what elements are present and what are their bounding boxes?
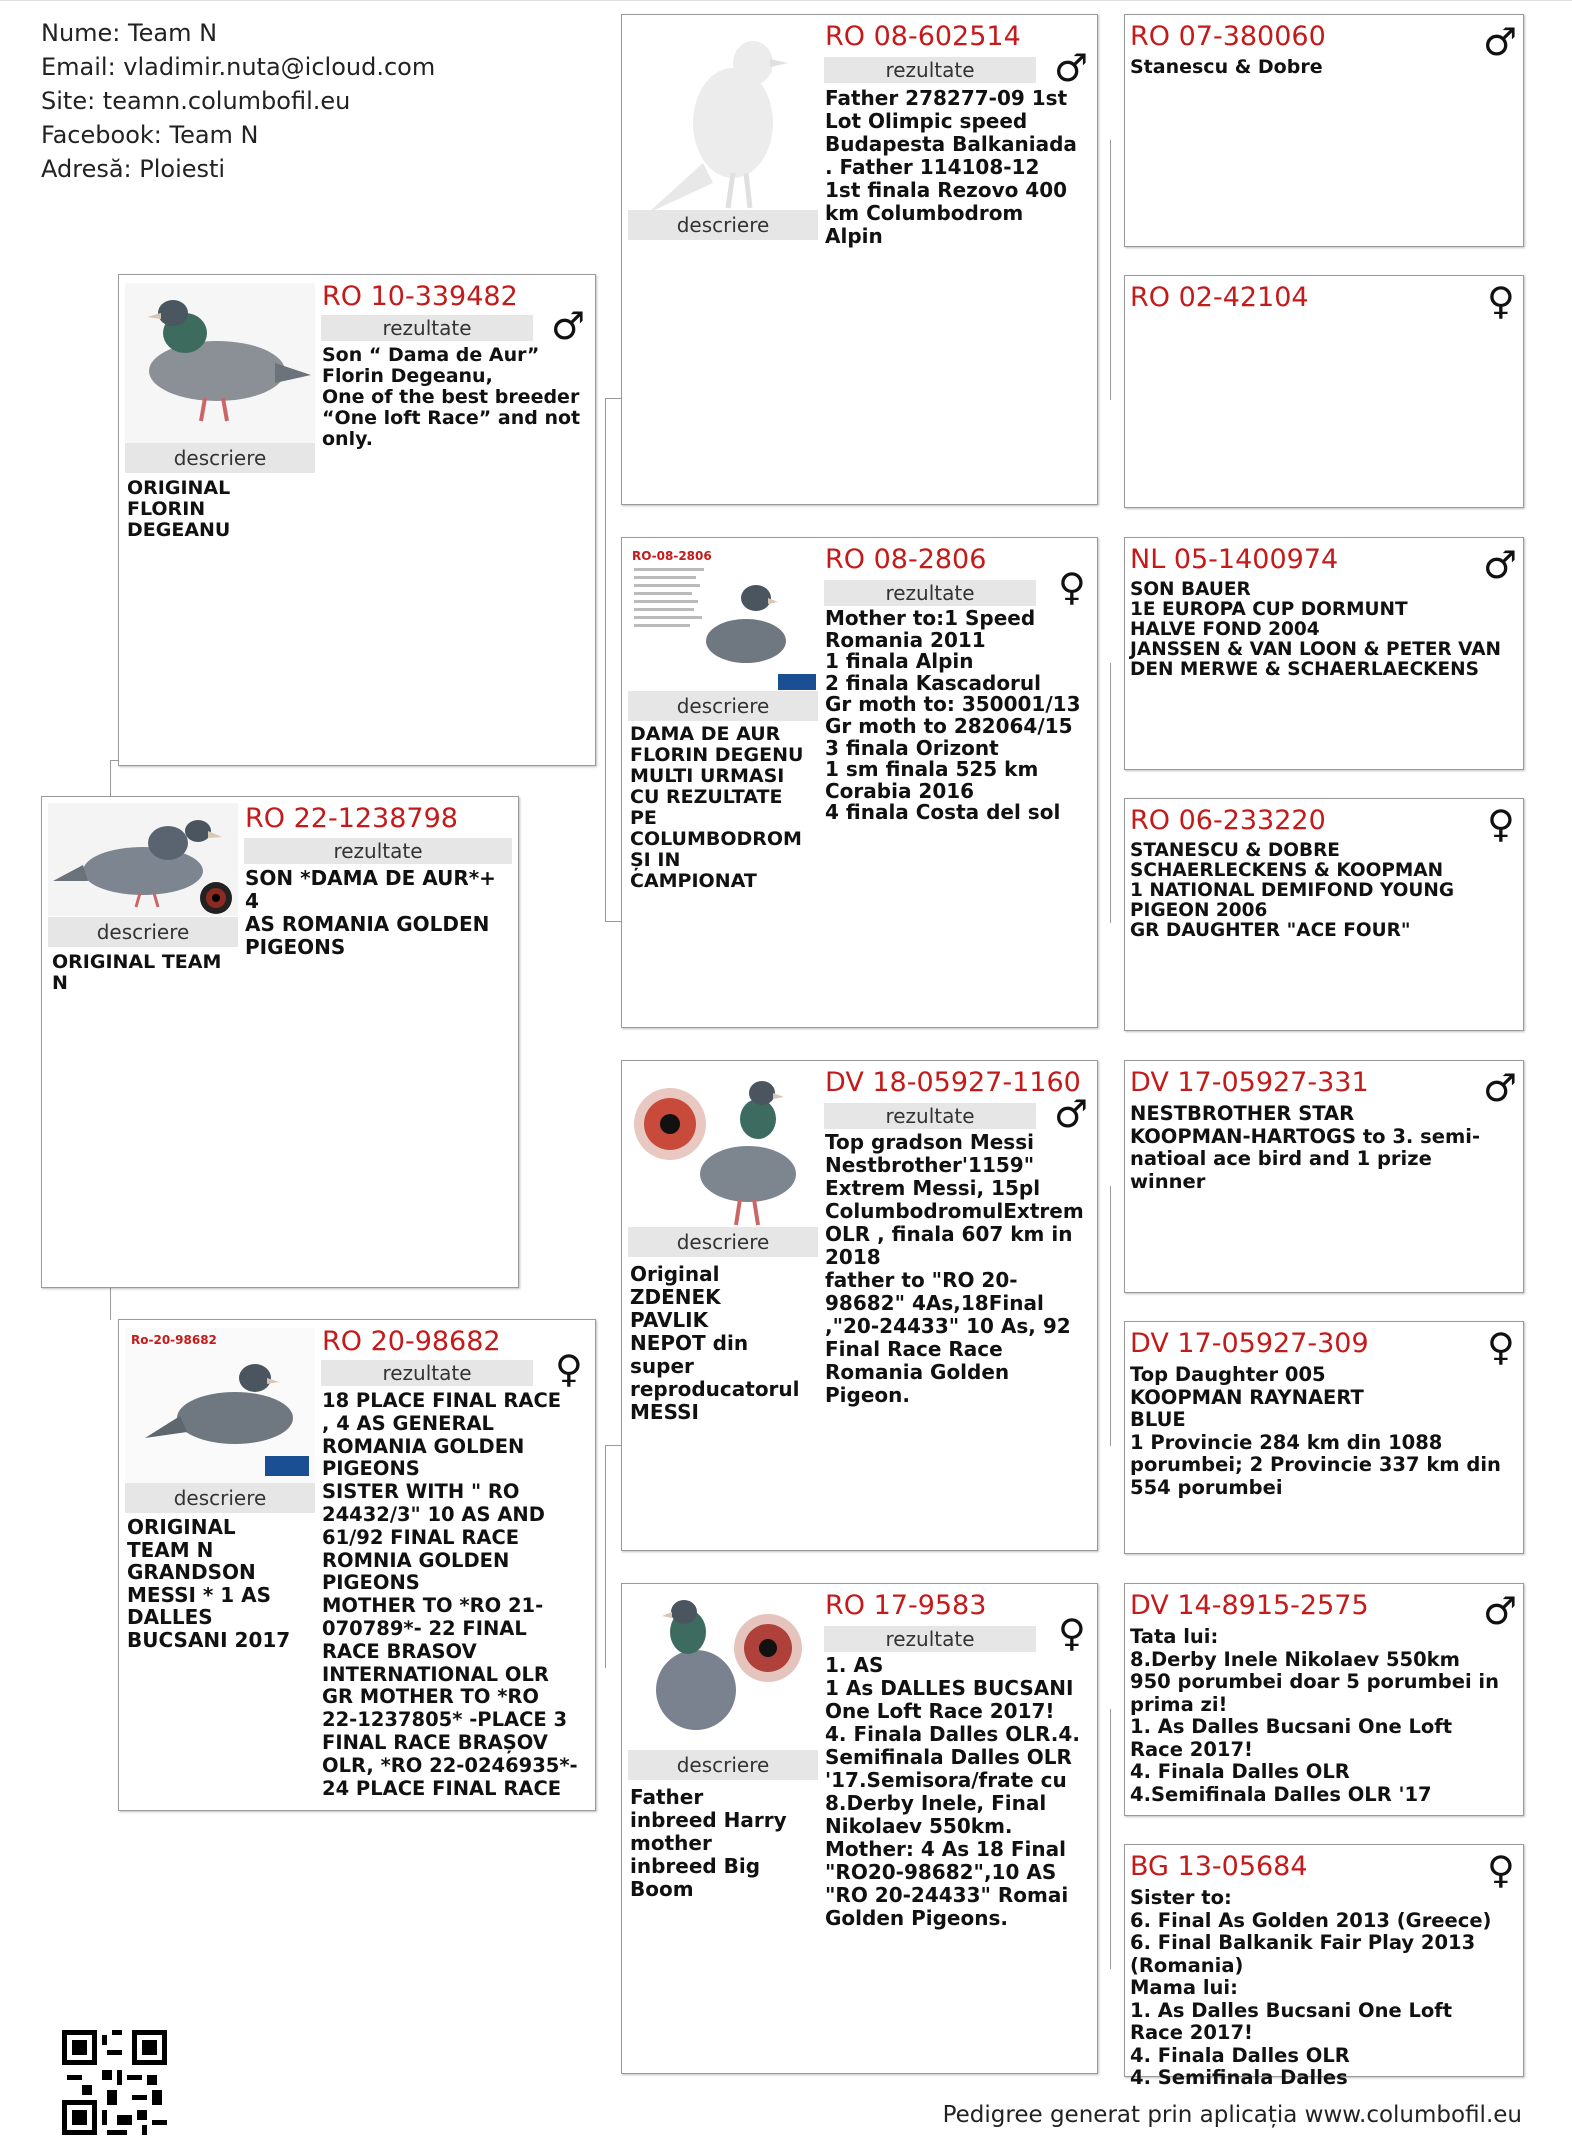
sds-description: SON BAUER 1E EUROPA CUP DORMUNT HALVE FOND 2004 JANSSEN & VAN LOON & PETER VAN DEN MERWE & SCHAERLAECKENS [1130,579,1502,680]
sdd-description: STANESCU & DOBRE SCHAERLECKENS & KOOPMAN 1 NATIONAL DEMIFOND YOUNG PIGEON 2006 GR DAUGHTER "ACE FOUR" [1130,840,1455,941]
connector-ss [1110,140,1111,400]
ddd-ring-number[interactable]: BG 13-05684 [1130,1851,1308,1882]
male-icon: ♂ [1054,46,1089,90]
sds-ring-number[interactable]: NL 05-1400974 [1130,544,1339,575]
dam-description-button[interactable]: descriere [125,1483,315,1513]
sd-results-button[interactable]: rezultate [824,580,1036,606]
qr-code [62,2030,167,2135]
owner-email[interactable]: Email: vladimir.nuta@icloud.com [41,53,436,81]
dsd-ring-number[interactable]: DV 17-05927-309 [1130,1328,1369,1359]
ds-description-button[interactable]: descriere [628,1227,818,1257]
sire-description: Son “ Dama de Aur” Florin Degeanu, One of the best breeder “One loft Race” and not only. [322,344,581,450]
connector-dam-top [605,1445,621,1446]
female-icon: ♀ [555,1347,583,1391]
female-icon: ♀ [1058,1611,1086,1655]
owner-facebook[interactable]: Facebook: Team N [41,121,259,149]
male-icon: ♂ [551,304,586,348]
sss-card[interactable] [1124,14,1524,247]
female-icon: ♀ [1487,1848,1515,1892]
connector-dam [605,1445,606,1668]
dd-photo[interactable] [628,1592,818,1760]
ss-photo[interactable] [628,23,818,213]
sire-left-notes: ORIGINAL FLORIN DEGEANU [127,477,231,541]
owner-name: Nume: Team N [41,19,218,47]
ss-description-button[interactable]: descriere [628,210,818,240]
ds-results-button[interactable]: rezultate [824,1103,1036,1129]
sire-ring-number[interactable]: RO 10-339482 [322,281,518,312]
dam-card[interactable] [118,1319,596,1811]
footer-text[interactable]: Pedigree generat prin aplicația www.columbofil.eu [942,2102,1522,2128]
ds-left-notes: Original ZDENEK PAVLIK NEPOT din super reproducatorul MESSI [630,1262,800,1424]
connector-sire-bottom [605,921,621,922]
sd-photo-tag: RO-08-2806 [632,549,712,563]
top-divider [0,0,1572,1]
subject-photo[interactable] [48,803,238,916]
dd-results-button[interactable]: rezultate [824,1626,1036,1652]
dsd-description: Top Daughter 005 KOOPMAN RAYNAERT BLUE 1 Provincie 284 km din 1088 porumbei; 2 Provincie 337 km din 554 porumbei [1130,1363,1501,1499]
ssd-card[interactable] [1124,275,1524,508]
dd-description-button[interactable]: descriere [628,1750,818,1780]
sd-left-notes: DAMA DE AUR FLORIN DEGENU MULTI URMASI CU REZULTATE PE COLUMBODROM ȘI IN CAMPIONAT [630,723,804,892]
subject-ring-number[interactable]: RO 22-1238798 [245,803,458,834]
sdd-card[interactable] [1124,798,1524,1031]
sd-description-button[interactable]: descriere [628,691,818,721]
dss-description: NESTBROTHER STAR KOOPMAN-HARTOGS to 3. semi- natioal ace bird and 1 prize winner [1130,1102,1481,1193]
male-icon: ♂ [1054,1092,1089,1136]
dsd-card[interactable] [1124,1321,1524,1554]
ds-description: Top gradson Messi Nestbrother'1159" Extrem Messi, 15pl ColumbodromulExtrem OLR , finala 607 km in 2018 father to "RO 20- 98682" 4As,18Final ,"20-24433" 10 As, 92 Final Race Race Romania Golden Pigeon. [825,1130,1084,1407]
connector-ds [1110,1186,1111,1446]
dd-card[interactable] [621,1583,1098,2074]
ss-results-button[interactable]: rezultate [824,57,1036,83]
sire-card[interactable] [118,274,596,766]
dam-left-notes: ORIGINAL TEAM N GRANDSON MESSI * 1 AS DALLES BUCSANI 2017 [127,1515,291,1652]
ss-card[interactable] [621,14,1098,505]
dam-photo[interactable] [125,1328,315,1483]
dd-description: 1. AS 1 As DALLES BUCSANI One Loft Race 2017! 4. Finala Dalles OLR.4. Semifinala Dalles OLR '17.Semisora/frate cu 8.Derby Inele, Final Nikolaev 550km. Mother: 4 As 18 Final "RO20-98682",10 AS "RO 20-24433" Romai Golden Pigeons. [825,1653,1080,1930]
ss-description: Father 278277-09 1st Lot Olimpic speed Budapesta Balkaniada . Father 114108-12 1st finala Rezovo 400 km Columbodrom Alpin [825,86,1077,248]
connector-subject-sire [110,760,118,761]
sds-card[interactable] [1124,537,1524,770]
sire-results-button[interactable]: rezultate [321,315,533,341]
ds-card[interactable] [621,1060,1098,1551]
ss-ring-number[interactable]: RO 08-602514 [825,21,1021,52]
connector-sire [605,398,606,921]
female-icon: ♀ [1487,802,1515,846]
ddd-description: Sister to: 6. Final As Golden 2013 (Greece) 6. Final Balkanik Fair Play 2013 (Romania) Mama lui: 1. As Dalles Bucsani One Loft Race 2017! 4. Finala Dalles OLR 4. Semifinala Dalles [1130,1886,1492,2089]
connector-sd [1110,663,1111,923]
dds-description: Tata lui: 8.Derby Inele Nikolaev 550km 950 porumbei doar 5 porumbei in prima zi! 1. As Dalles Bucsani One Loft Race 2017! 4. Finala Dalles OLR 4.Semifinala Dalles OLR '17 [1130,1625,1499,1806]
dss-card[interactable] [1124,1060,1524,1293]
connector-sire-top [605,398,621,399]
dd-ring-number[interactable]: RO 17-9583 [825,1590,987,1621]
ds-photo[interactable] [628,1069,818,1237]
male-icon: ♂ [1483,1066,1518,1110]
ddd-card[interactable] [1124,1844,1524,2089]
subject-description-button[interactable]: descriere [48,917,238,947]
sire-description-button[interactable]: descriere [125,443,315,473]
dds-ring-number[interactable]: DV 14-8915-2575 [1130,1590,1369,1621]
male-icon: ♂ [1483,1589,1518,1633]
female-icon: ♀ [1487,279,1515,323]
female-icon: ♀ [1058,565,1086,609]
ssd-ring-number[interactable]: RO 02-42104 [1130,282,1309,313]
sd-card[interactable] [621,537,1098,1028]
male-icon: ♂ [1483,543,1518,587]
sire-photo[interactable] [125,283,315,443]
subject-description: SON *DAMA DE AUR*+ 4 AS ROMANIA GOLDEN PIGEONS [245,866,496,959]
owner-site[interactable]: Site: teamn.columbofil.eu [41,87,351,115]
subject-card[interactable] [41,796,519,1288]
sdd-ring-number[interactable]: RO 06-233220 [1130,805,1326,836]
dam-ring-number[interactable]: RO 20-98682 [322,1326,501,1357]
dam-photo-tag: Ro-20-98682 [131,1333,217,1347]
dam-description: 18 PLACE FINAL RACE , 4 AS GENERAL ROMANIA GOLDEN PIGEONS SISTER WITH " RO 24432/3" 10 AS AND 61/92 FINAL RACE ROMNIA GOLDEN PIGEONS MOTHER TO *RO 21- 070789*- 22 FINAL RACE BRASOV INTERNATIONAL OLR GR MOTHER TO *RO 22-1237805* -PLACE 3 FINAL RACE BRAȘOV OLR, *RO 22-0246935*- 24 PLACE FINAL RACE [322,1389,578,1800]
sss-ring-number[interactable]: RO 07-380060 [1130,21,1326,52]
subject-results-button[interactable]: rezultate [244,838,512,864]
ds-ring-number[interactable]: DV 18-05927-1160 [825,1067,1081,1098]
owner-info [41,16,435,186]
dam-results-button[interactable]: rezultate [321,1360,533,1386]
dds-card[interactable] [1124,1583,1524,1816]
sd-description: Mother to:1 Speed Romania 2011 1 finala Alpin 2 finala Kascadorul Gr moth to: 350001/13 Gr moth to 282064/15 3 finala Orizont 1 sm finala 525 km Corabia 2016 4 finala Costa del sol [825,606,1081,825]
sd-photo[interactable] [628,546,818,694]
dd-left-notes: Father inbreed Harry mother inbreed Big Boom [630,1785,787,1901]
female-icon: ♀ [1487,1325,1515,1369]
owner-address: Adresă: Ploiesti [41,155,226,183]
sss-description: Stanescu & Dobre [1130,56,1323,78]
subject-left-notes: ORIGINAL TEAM N [52,951,222,994]
male-icon: ♂ [1483,20,1518,64]
sd-ring-number[interactable]: RO 08-2806 [825,544,987,575]
connector-dd [1110,1709,1111,1969]
dss-ring-number[interactable]: DV 17-05927-331 [1130,1067,1369,1098]
